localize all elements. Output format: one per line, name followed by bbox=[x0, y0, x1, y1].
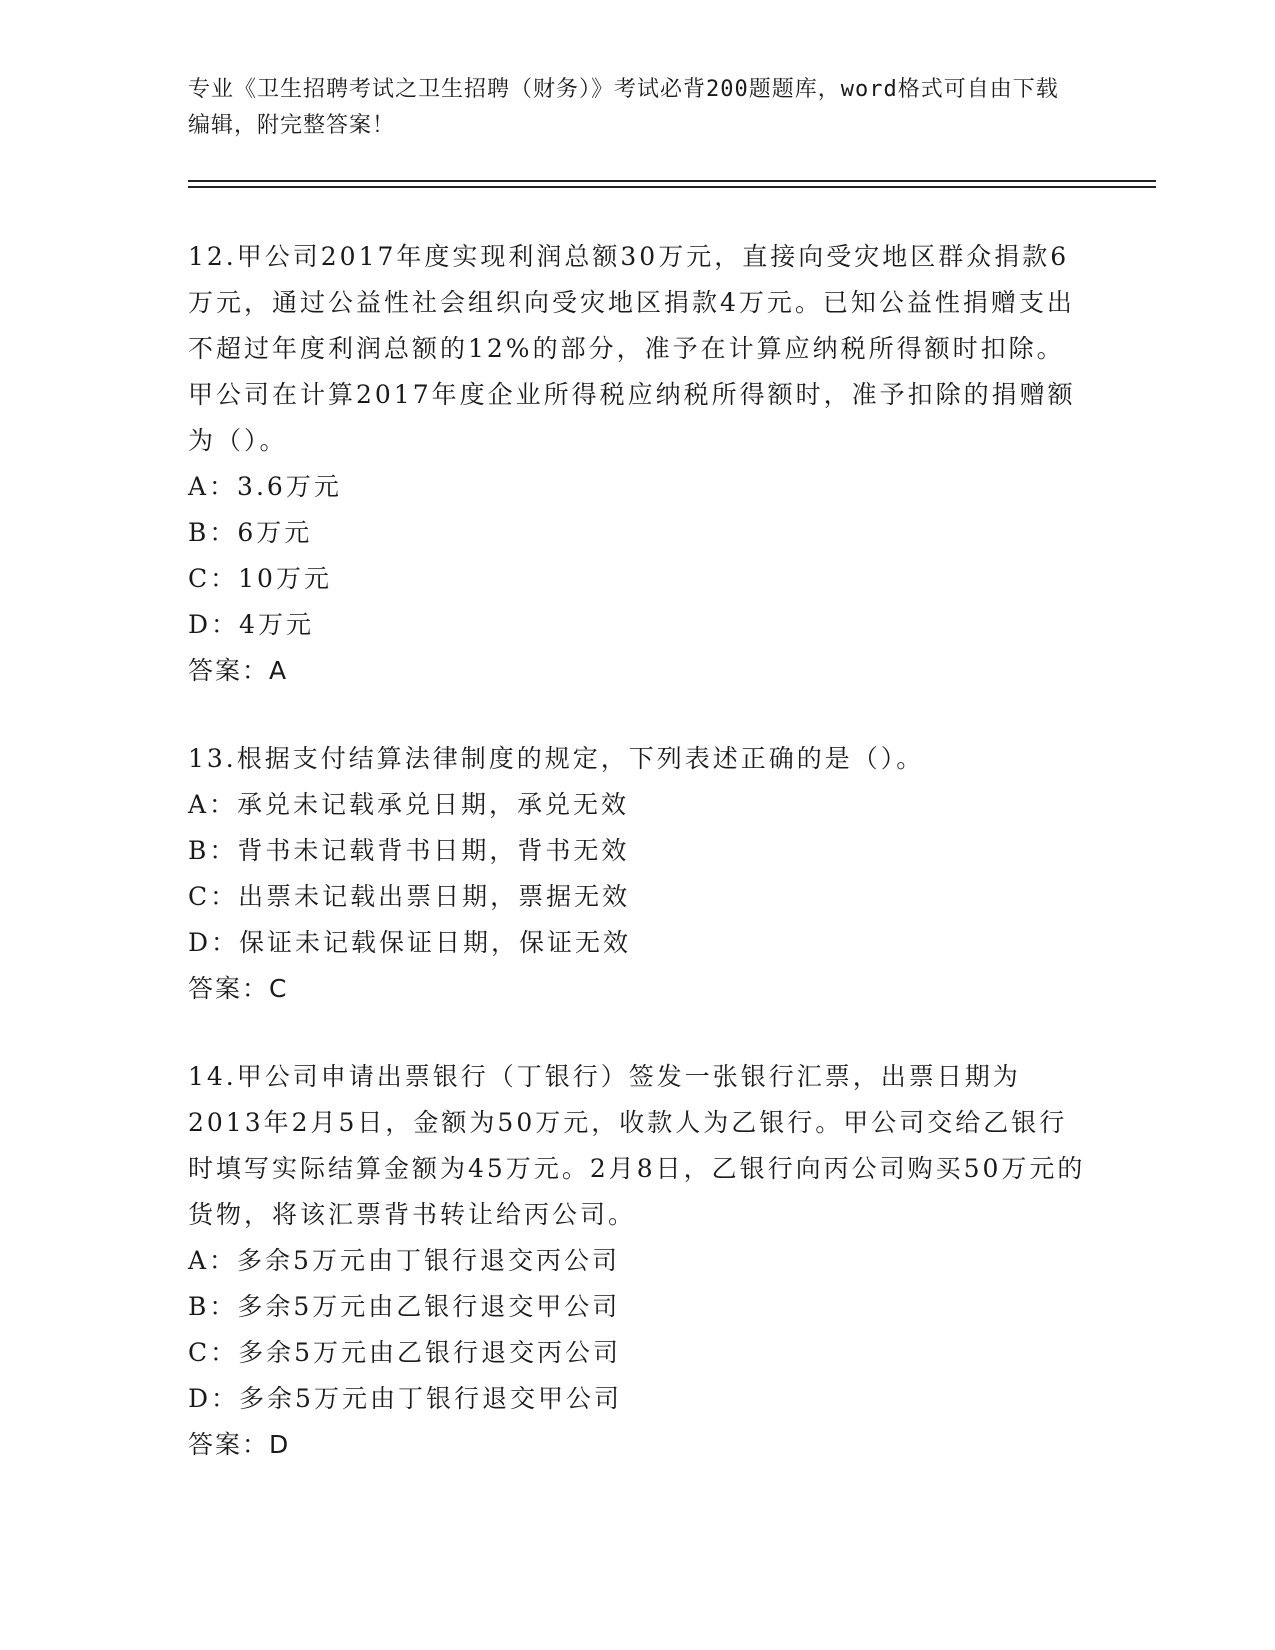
option-c: C：10万元 bbox=[188, 564, 332, 593]
answer-line: 答案：D bbox=[188, 1430, 291, 1459]
header-divider-top bbox=[188, 180, 1156, 182]
option-d: D：多余5万元由丁银行退交甲公司 bbox=[188, 1384, 622, 1413]
header-divider-bottom bbox=[188, 186, 1156, 188]
question-stem: 14.甲公司申请出票银行（丁银行）签发一张银行汇票，出票日期为2013年2月5日，金额为50万元，收款人为乙银行。甲公司交给乙银行时填写实际结算金额为45万元。2月8日，乙银行向丙公司购买50万元的货物，将该汇票背书转让给丙公司。 bbox=[188, 1062, 1086, 1229]
option-b: B：背书未记载背书日期，背书无效 bbox=[188, 836, 630, 865]
document-header: 专业《卫生招聘考试之卫生招聘（财务）》考试必背200题题库，word格式可自由下载编辑，附完整答案！ bbox=[188, 77, 1059, 138]
question-13 bbox=[188, 736, 1088, 1012]
option-b: B：多余5万元由乙银行退交甲公司 bbox=[188, 1292, 621, 1321]
option-d: D：保证未记载保证日期，保证无效 bbox=[188, 928, 632, 957]
question-14 bbox=[188, 1054, 1088, 1468]
question-list bbox=[188, 234, 1088, 1510]
option-a: A：3.6万元 bbox=[188, 472, 342, 501]
answer-line: 答案：C bbox=[188, 974, 289, 1003]
question-stem: 13.根据支付结算法律制度的规定，下列表述正确的是（）。 bbox=[188, 744, 925, 773]
option-c: C：出票未记载出票日期，票据无效 bbox=[188, 882, 631, 911]
option-c: C：多余5万元由乙银行退交丙公司 bbox=[188, 1338, 622, 1367]
option-b: B：6万元 bbox=[188, 518, 313, 547]
answer-line: 答案：A bbox=[188, 656, 289, 685]
option-d: D：4万元 bbox=[188, 610, 314, 639]
question-12 bbox=[188, 234, 1088, 694]
option-a: A：承兑未记载承兑日期，承兑无效 bbox=[188, 790, 630, 819]
option-a: A：多余5万元由丁银行退交丙公司 bbox=[188, 1246, 620, 1275]
question-stem: 12.甲公司2017年度实现利润总额30万元，直接向受灾地区群众捐款6万元，通过公益性社会组织向受灾地区捐款4万元。已知公益性捐赠支出不超过年度利润总额的12%的部分，准予在计算应纳税所得额时扣除。甲公司在计算2017年度企业所得税应纳税所得额时，准予扣除的捐赠额为（）。 bbox=[188, 242, 1076, 455]
